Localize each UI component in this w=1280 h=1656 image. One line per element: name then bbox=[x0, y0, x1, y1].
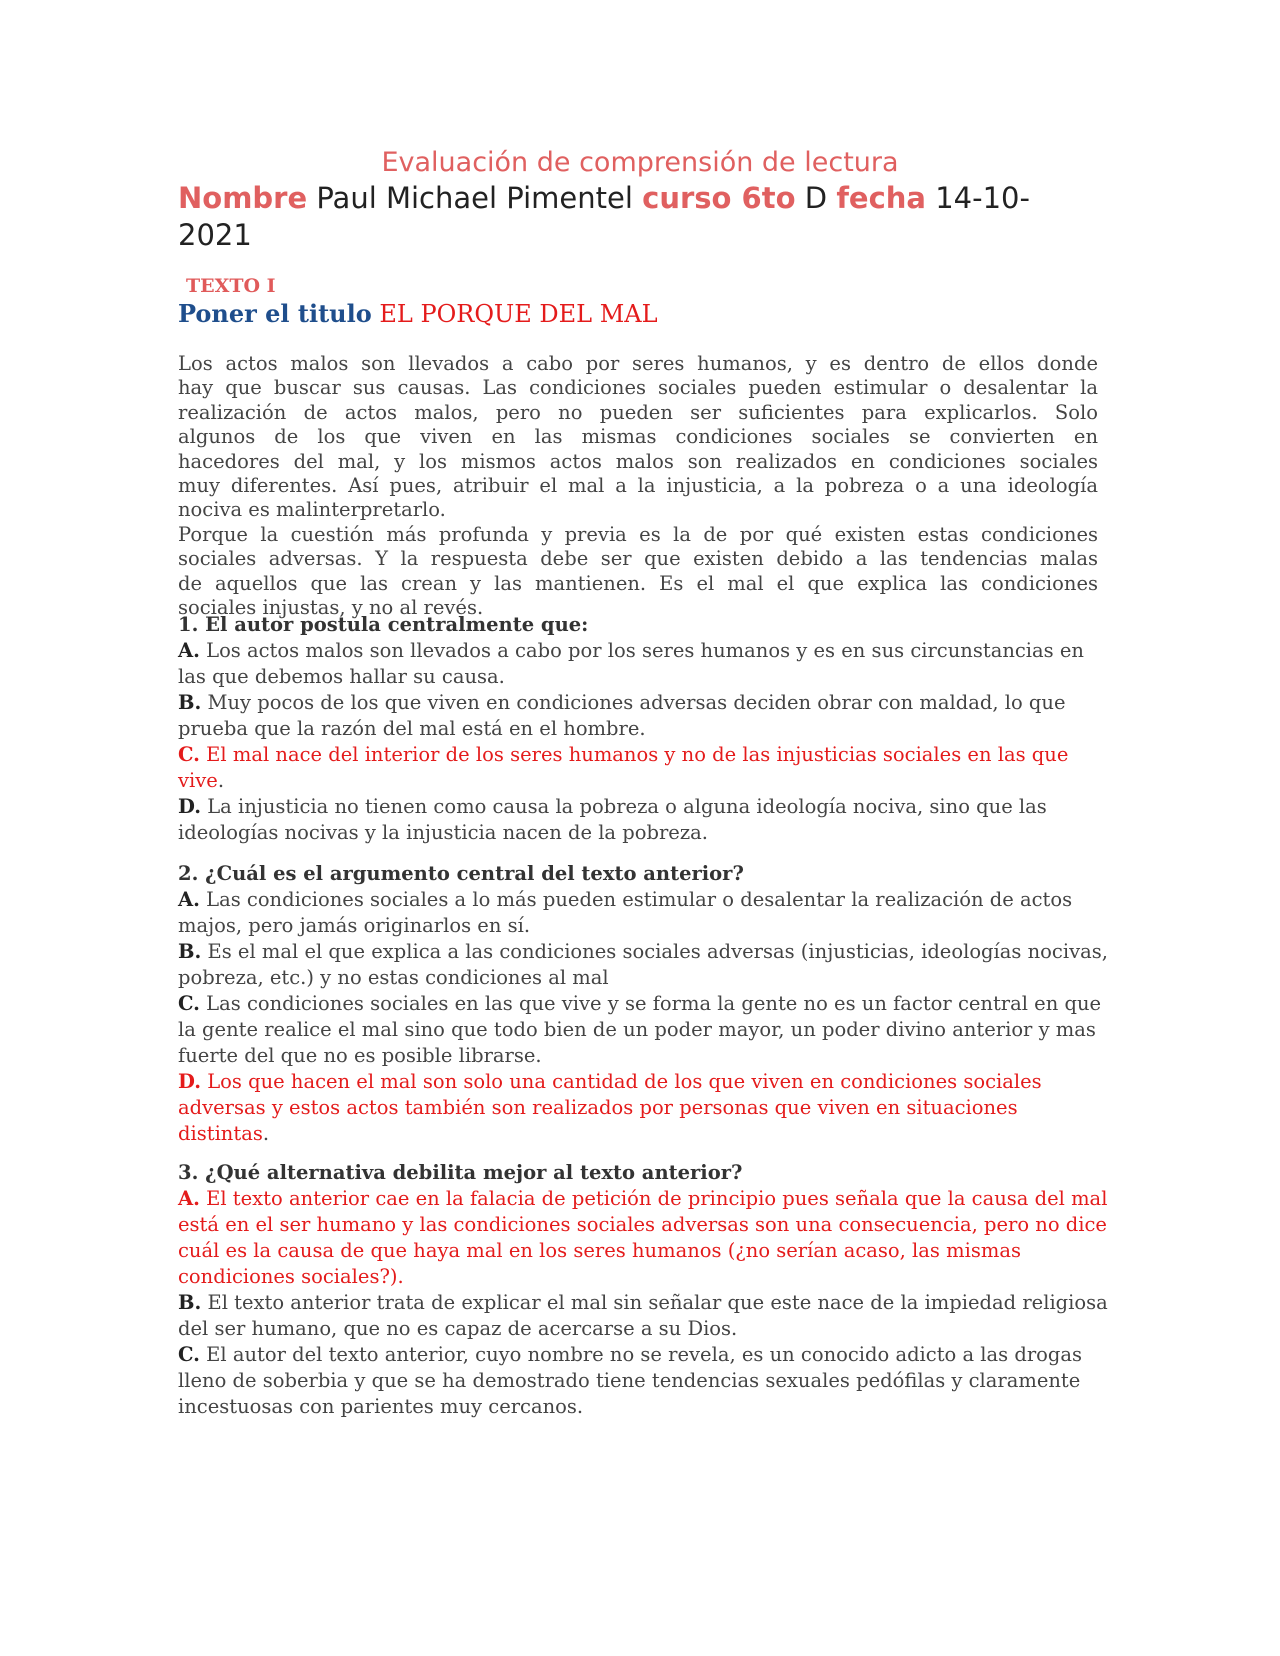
option-letter: A. bbox=[178, 1187, 200, 1210]
answer-option bbox=[178, 887, 1108, 939]
reading-passage bbox=[178, 352, 1098, 620]
nombre-value: Paul Michael Pimentel bbox=[316, 181, 633, 215]
answer-option bbox=[178, 794, 1108, 846]
option-letter: B. bbox=[178, 940, 202, 963]
option-letter: A. bbox=[178, 888, 200, 911]
option-letter: B. bbox=[178, 691, 202, 714]
fecha-label: fecha bbox=[836, 181, 927, 215]
passage-line: Los actos malos son llevados a cabo por seres humanos, y es dentro de ellos donde bbox=[178, 352, 1098, 375]
answer-option bbox=[178, 1342, 1108, 1420]
answer-option bbox=[178, 1069, 1108, 1147]
passage-line: sociales adversas. Y la respuesta debe ser que existen debido a las tendencias malas bbox=[178, 547, 1098, 571]
answer-option bbox=[178, 1290, 1108, 1342]
option-text: Las condiciones sociales en las que vive y se forma la gente no es un factor central en que la gente realice el mal sino que todo bien de un poder mayor, un poder divino anterior y mas fuerte del que no es posible librarse. bbox=[178, 992, 1102, 1067]
option-letter: D. bbox=[178, 1070, 202, 1093]
titulo-value: EL PORQUE DEL MAL bbox=[379, 300, 658, 328]
option-text: El texto anterior trata de explicar el mal sin señalar que este nace de la impiedad religiosa del ser humano, que no es capaz de acercarse a su Dios. bbox=[178, 1291, 1108, 1340]
option-letter: D. bbox=[178, 795, 202, 818]
curso-value: D bbox=[804, 181, 828, 215]
question-heading: 1. El autor postula centralmente que: bbox=[178, 613, 589, 636]
question-1 bbox=[178, 612, 1108, 846]
option-letter: C. bbox=[178, 1343, 200, 1366]
question-heading: 2. ¿Cuál es el argumento central del texto anterior? bbox=[178, 862, 744, 885]
question-2 bbox=[178, 861, 1108, 1147]
option-letter: B. bbox=[178, 1291, 202, 1314]
nombre-label: Nombre bbox=[178, 181, 308, 215]
option-text: Los actos malos son llevados a cabo por los seres humanos y es en sus circunstancias en las que debemos hallar su causa. bbox=[178, 639, 1084, 688]
option-letter: C. bbox=[178, 743, 200, 766]
fecha-value: 14-10-2021 bbox=[178, 181, 1030, 252]
titulo-line bbox=[178, 298, 658, 330]
passage-line: de aquellos que las crean y las mantienen. Es el mal el que explica las condiciones bbox=[178, 571, 1098, 595]
passage-line: algunos de los que viven en las mismas condiciones sociales se convierten en bbox=[178, 425, 1098, 449]
option-letter: C. bbox=[178, 992, 200, 1015]
curso-label: curso 6to bbox=[642, 181, 796, 215]
option-tail: . bbox=[262, 1122, 270, 1145]
titulo-prompt: Poner el titulo bbox=[178, 299, 372, 328]
option-text: El texto anterior cae en la falacia de petición de principio pues señala que la causa del mal está en el ser humano y las condiciones sociales adversas son una consecuencia, pero no dice cuál es la causa de que haya mal en los seres humanos (¿no serían acaso, las mismas condiciones sociales?). bbox=[178, 1187, 1108, 1288]
passage-line: realización de actos malos, pero no pueden ser suficientes para explicarlos. Solo bbox=[178, 400, 1098, 424]
passage-line: sociales injustas, y no al revés. bbox=[178, 596, 484, 620]
texto-label: TEXTO I bbox=[186, 275, 276, 297]
question-3 bbox=[178, 1160, 1108, 1420]
option-tail: . bbox=[217, 769, 225, 792]
option-letter: A. bbox=[178, 639, 200, 662]
option-text: El autor del texto anterior, cuyo nombre no se revela, es un conocido adicto a las drogas lleno de soberbia y que se ha demostrado tiene tendencias sexuales pedófilas y claramente incestuosas con parientes muy cercanos. bbox=[178, 1343, 1083, 1418]
option-text: La injusticia no tienen como causa la pobreza o alguna ideología nociva, sino que las ideologías nocivas y la injusticia nacen de la pobreza. bbox=[178, 795, 1047, 844]
answer-option bbox=[178, 742, 1108, 794]
passage-line: nociva es malinterpretarlo. bbox=[178, 498, 446, 522]
passage-line: muy diferentes. Así pues, atribuir el mal a la injusticia, a la pobreza o a una ideología bbox=[178, 474, 1098, 498]
passage-line: hacedores del mal, y los mismos actos malos son realizados en condiciones sociales bbox=[178, 449, 1098, 473]
option-text: Es el mal el que explica a las condiciones sociales adversas (injusticias, ideologías nocivas, pobreza, etc.) y no estas condiciones al mal bbox=[178, 940, 1108, 989]
answer-option bbox=[178, 991, 1108, 1069]
answer-option bbox=[178, 1186, 1108, 1290]
answer-option bbox=[178, 638, 1108, 690]
student-info-line bbox=[178, 180, 1058, 254]
passage-line: Porque la cuestión más profunda y previa es la de por qué existen estas condiciones bbox=[178, 522, 1098, 546]
option-text: Muy pocos de los que viven en condiciones adversas deciden obrar con maldad, lo que prueba que la razón del mal está en el hombre. bbox=[178, 691, 1066, 740]
page-title: Evaluación de comprensión de lectura bbox=[381, 147, 899, 178]
answer-option bbox=[178, 939, 1108, 991]
option-text: El mal nace del interior de los seres humanos y no de las injusticias sociales en las que vive bbox=[178, 743, 1069, 792]
option-text: Los que hacen el mal son solo una cantidad de los que viven en condiciones sociales adversas y estos actos también son realizados por personas que viven en situaciones distintas bbox=[178, 1070, 1042, 1145]
passage-line: hay que buscar sus causas. Las condiciones sociales pueden estimular o desalentar la bbox=[178, 376, 1098, 400]
answer-option bbox=[178, 690, 1108, 742]
question-heading: 3. ¿Qué alternativa debilita mejor al texto anterior? bbox=[178, 1161, 743, 1184]
option-text: Las condiciones sociales a lo más pueden estimular o desalentar la realización de actos majos, pero jamás originarlos en sí. bbox=[178, 888, 1073, 937]
